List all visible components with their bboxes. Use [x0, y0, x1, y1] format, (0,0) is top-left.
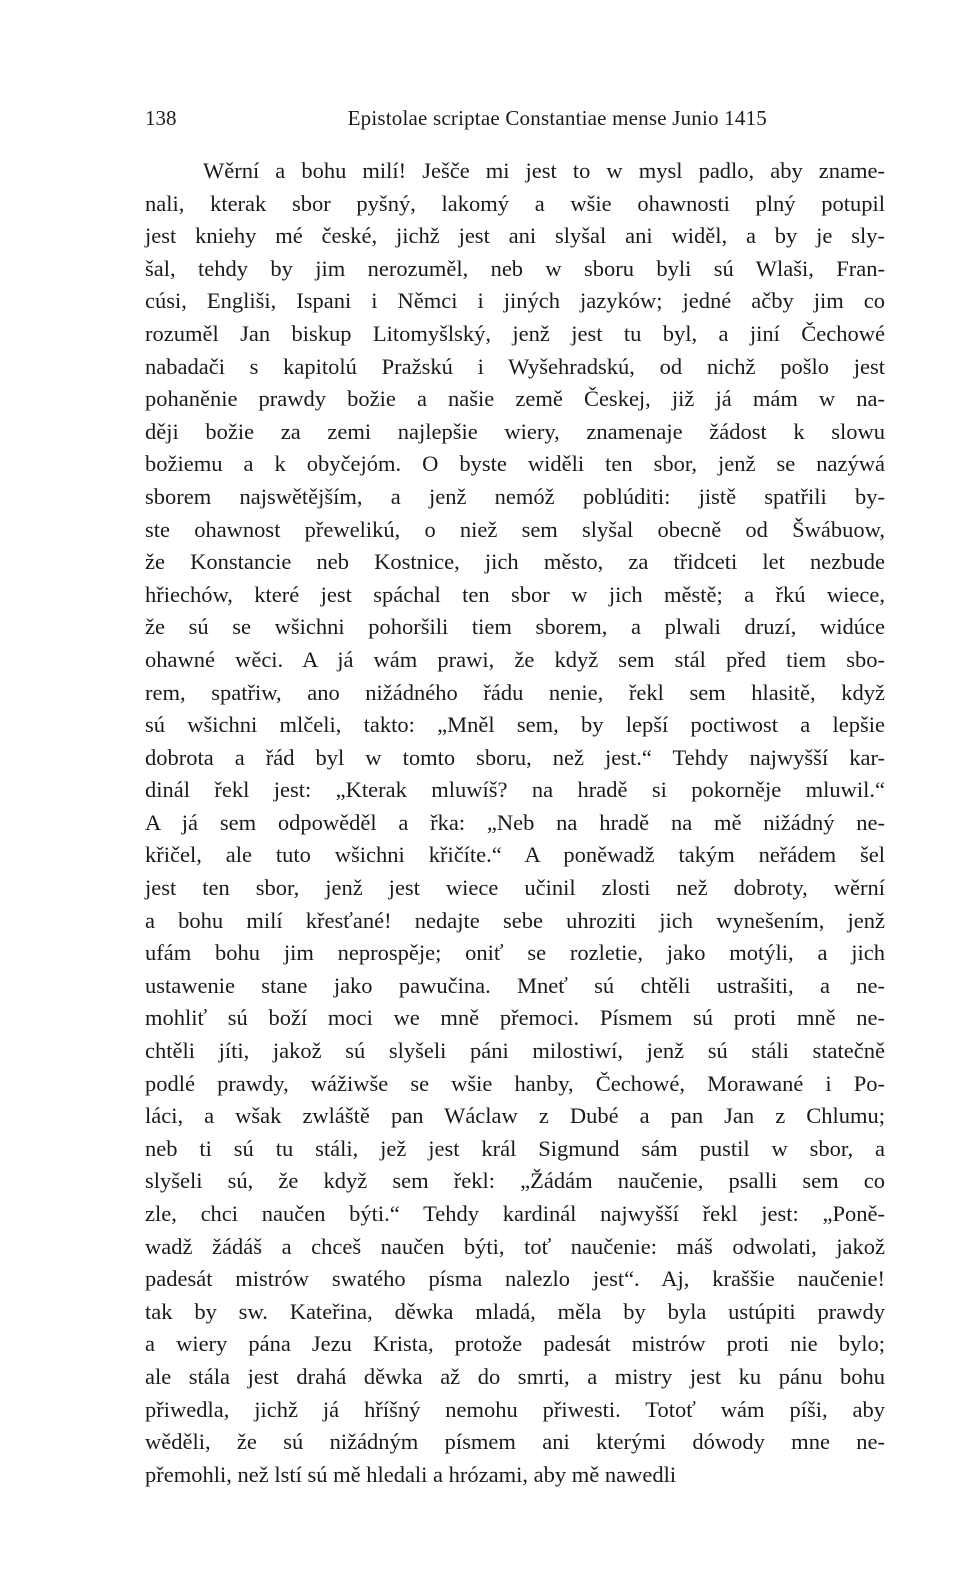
text-line: jest kniehy mé české, jichž jest ani slyšal ani widěl, a by je sly-: [145, 223, 885, 249]
text-line: cúsi, Engliši, Ispani i Němci i jiných jazyków; jedné ačby jim co: [145, 288, 885, 314]
text-line: sborem najswětějším, a jenž nemóž poblúditi: jistě spatřili by-: [145, 483, 885, 509]
text-line: wadž žádáš a chceš naučen býti, toť naučenie: máš odwolati, jakož: [145, 1233, 885, 1259]
text-line: že Konstancie neb Kostnice, jich město, za třidceti let nezbude: [145, 549, 885, 575]
text-line: božiemu a k obyčejóm. O byste widěli ten sbor, jenž se nazýwá: [145, 451, 885, 477]
text-line: ději božie za zemi najlepšie wiery, znamenaje žádost k slowu: [145, 418, 885, 444]
text-line: mohliť sú boží moci we mně přemoci. Písmem sú proti mně ne-: [145, 1005, 885, 1031]
text-line: ste ohawnost přewelikú, o niež sem slyšal obecně od Šwábuow,: [145, 516, 885, 542]
page-header: [145, 101, 767, 135]
text-line: A já sem odpowěděl a řka: „Neb na hradě na mě nižádný ne-: [145, 809, 885, 835]
text-line: dinál řekl jest: „Kterak mluwíš? na hradě si pokorněje mluwil.“: [145, 777, 885, 803]
text-line: zle, chci naučen býti.“ Tehdy kardinál najwyšší řekl jest: „Poně-: [145, 1201, 885, 1226]
text-line: ustawenie stane jako pawučina. Mneť sú chtěli ustrašiti, a ne-: [145, 972, 885, 998]
text-line: nabadači s kapitolú Pražskú i Wyšehradskú, od nichž pošlo jest: [145, 353, 885, 379]
running-title: Epistolae scriptae Constantiae mense Junio 1415: [347, 106, 767, 130]
text-line: ufám bohu jim neprospěje; oniť se rozletie, jako motýli, a jich: [145, 940, 885, 966]
text-line: že sú se wšichni pohoršili tiem sborem, a plwali druzí, widúce: [145, 614, 885, 640]
text-line: láci, a wšak zwláště pan Wáclaw z Dubé a pan Jan z Chlumu;: [145, 1103, 885, 1129]
text-line: přiwedla, jichž já hříšný nemohu přiwesti. Totoť wám píši, aby: [145, 1396, 885, 1422]
text-line: a bohu milí křesťané! nedajte sebe uhroziti jich wynešením, jenž: [145, 907, 885, 933]
text-line: ale stála jest drahá děwka až do smrti, a mistry jest ku pánu bohu: [145, 1363, 885, 1389]
text-line: dobrota a řád byl w tomto sboru, než jest.“ Tehdy najwyšší kar-: [145, 744, 885, 770]
text-line: ohawné wěci. A já wám prawi, že když sem stál před tiem sbo-: [145, 646, 885, 672]
text-line: rem, spatřiw, ano nižádného řádu nenie, řekl sem hlasitě, když: [145, 679, 885, 705]
text-line: jest ten sbor, jenž jest wiece učinil zlosti než dobroty, wěrní: [145, 875, 885, 901]
text-line: padesát mistrów swatého písma nalezlo jest“. Aj, kraššie naučenie!: [145, 1266, 885, 1292]
text-line: podlé prawdy, wážiwše se wšie hanby, Čechowé, Morawané i Po-: [145, 1070, 885, 1096]
text-line: přemohli, než lstí sú mě hledali a hrózami, aby mě nawedli: [145, 1461, 677, 1487]
text-line: pohaněnie prawdy božie a našie země Českej, již já mám w na-: [145, 386, 885, 412]
letter-body-text: [145, 155, 885, 1491]
text-line: Wěrní a bohu milí! Ješče mi jest to w mysl padlo, aby zname-: [203, 158, 885, 183]
text-line: neb ti sú tu stáli, jež jest král Sigmund sám pustil w sbor, a: [145, 1135, 885, 1161]
text-line: slyšeli sú, že když sem řekl: „Žádám naučenie, psalli sem co: [145, 1168, 885, 1194]
text-line: wěděli, že sú nižádným písmem ani kterými dówody mne ne-: [145, 1429, 885, 1455]
text-line: hřiechów, které jest spáchal ten sbor w jich městě; a řkú wiece,: [145, 581, 885, 607]
text-line: chtěli jíti, jakož sú slyšeli páni milostiwí, jenž sú stáli statečně: [145, 1038, 885, 1064]
text-line: tak by sw. Kateřina, děwka mladá, měla by byla ustúpiti prawdy: [145, 1298, 885, 1324]
text-line: rozuměl Jan biskup Litomyšlský, jenž jest tu byl, a jiní Čechowé: [145, 320, 885, 346]
text-line: a wiery pána Jezu Krista, protože padesát mistrów proti nie bylo;: [145, 1331, 885, 1357]
text-line: sú wšichni mlčeli, takto: „Mněl sem, by lepší poctiwost a lepšie: [145, 712, 885, 738]
page-number: 138: [145, 106, 177, 130]
text-line: šal, tehdy by jim nerozuměl, neb w sboru byli sú Wlaši, Fran-: [145, 255, 885, 281]
text-line: křičel, ale tuto wšichni křičíte.“ A poněwadž takým neřádem šel: [145, 842, 885, 868]
text-line: nali, kterak sbor pyšný, lakomý a wšie ohawnosti plný potupil: [145, 190, 885, 216]
